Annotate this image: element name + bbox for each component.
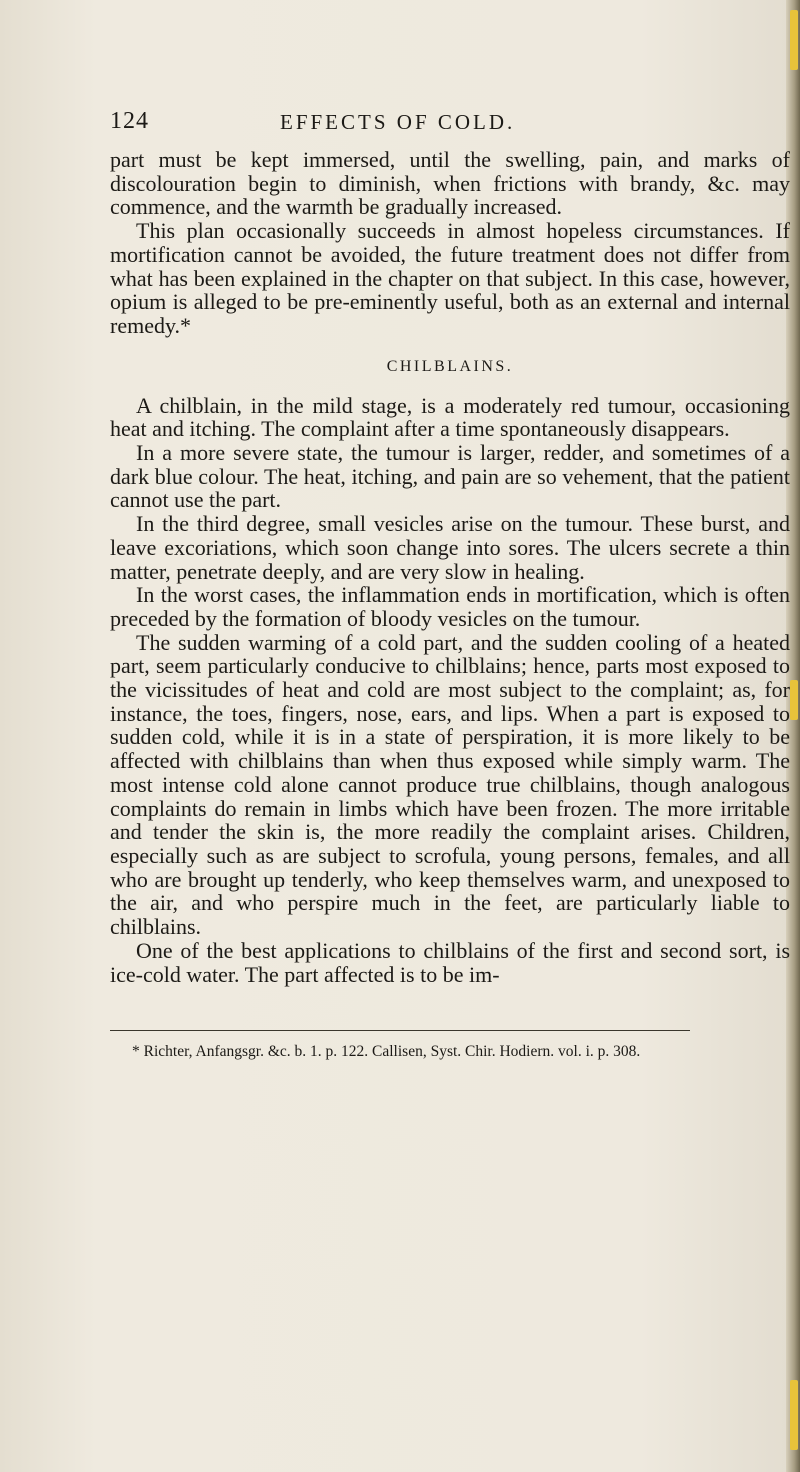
paragraph: In the worst cases, the inflammation ends in mortification, which is often preceded by the formation of bloody vesicles on the tumour. (110, 582, 790, 631)
paragraph: In the third degree, small vesicles arise on the tumour. These burst, and leave excoriations, which soon change into sores. The ulcers secrete a thin matter, penetrate deeply, and are very slow in healing. (110, 511, 790, 584)
paragraph: In a more severe state, the tumour is larger, redder, and sometimes of a dark blue colour. The heat, itching, and pain are so vehement, that the patient cannot use the part. (110, 440, 790, 513)
running-head: EFFECTS OF COLD. (280, 110, 516, 134)
binding-color-mark (790, 1380, 798, 1450)
footnote: * Richter, Anfangsgr. &c. b. 1. p. 122. Callisen, Syst. Chir. Hodiern. vol. i. p. 308. (132, 1043, 641, 1061)
text-column (110, 108, 790, 1061)
footnote-rule (110, 1030, 690, 1031)
body-text (110, 148, 790, 986)
paragraph: part must be kept immersed, until the swelling, pain, and marks of discolouration begin to diminish, when frictions with brandy, &c. may commence, and the warmth be gradually increased. (110, 147, 790, 220)
paragraph: The sudden warming of a cold part, and the sudden cooling of a heated part, seem particularly conducive to chilblains; hence, parts most exposed to the vicissitudes of heat and cold are most subject to the complaint; as, for instance, the toes, fingers, nose, ears, and lips. When a part is exposed to sudden cold, while it is in a state of perspiration, it is more likely to be affected with chilblains than when thus exposed while simply warm. The most intense cold alone cannot produce true chilblains, though analogous complaints do remain in limbs which have been frozen. The more irritable and tender the skin is, the more readily the complaint arises. Children, especially such as are subject to scrofula, young persons, females, and all who are brought up tenderly, who keep themselves warm, and unexposed to the air, and who perspire much in the feet, are particularly liable to chilblains. (110, 629, 790, 940)
page-header (110, 108, 790, 148)
paragraph: This plan occasionally succeeds in almost hopeless circumstances. If mortification cannot be avoided, the future treatment does not differ from what has been explained in the chapter on that subject. In this case, however, opium is alleged to be pre-eminently useful, both as an external and internal remedy.* (110, 218, 790, 338)
binding-color-mark (790, 10, 798, 70)
section-title: CHILBLAINS. (386, 357, 514, 375)
paragraph: One of the best applications to chilblains of the first and second sort, is ice-cold water. The part affected is to be im- (110, 937, 790, 987)
paragraph: A chilblain, in the mild stage, is a moderately red tumour, occasioning heat and itching. The complaint after a time spontaneously disappears. (110, 392, 790, 442)
binding-color-mark (790, 680, 798, 720)
page-number: 124 (110, 108, 149, 134)
